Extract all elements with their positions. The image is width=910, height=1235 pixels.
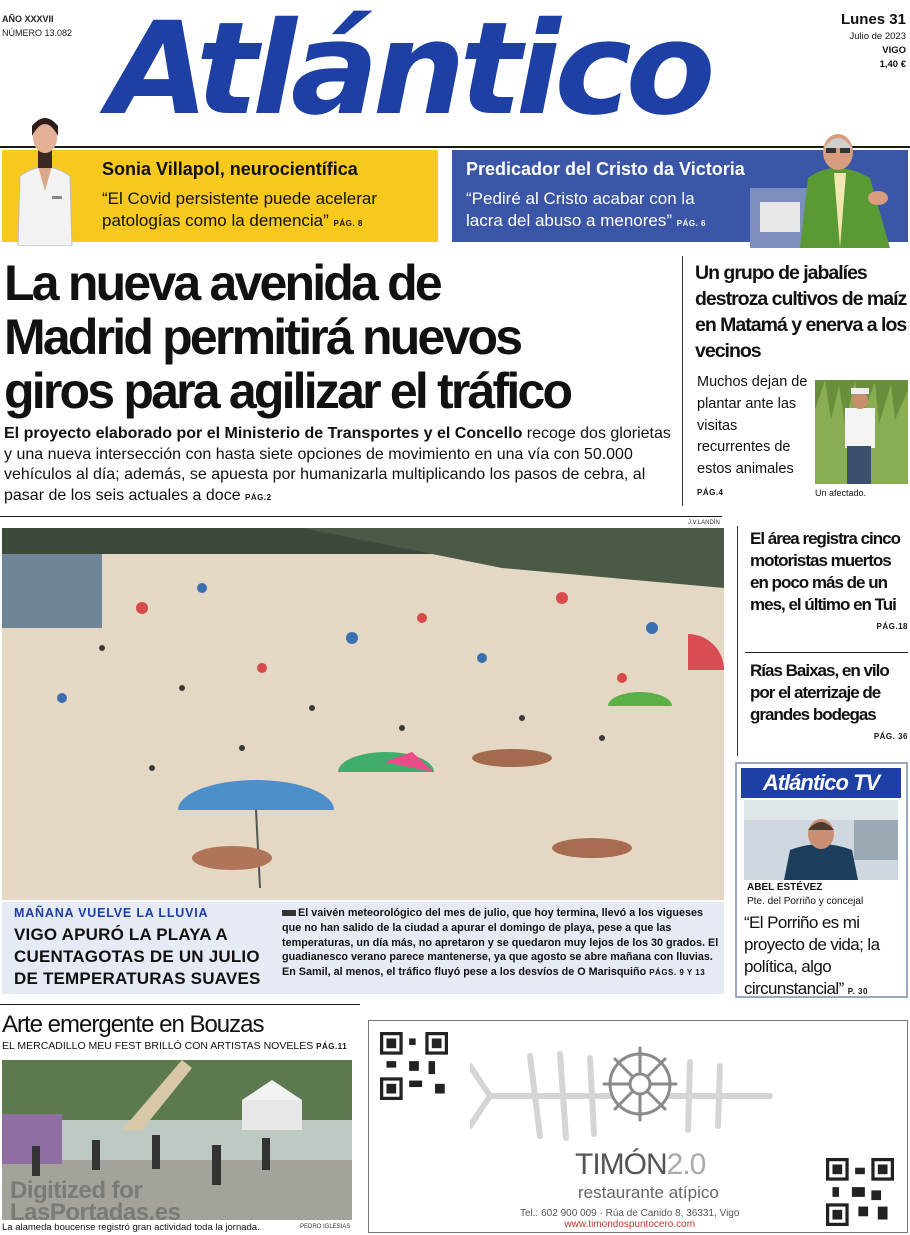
timon-brand-main: TIMÓN [575,1148,667,1181]
bullet-square [282,910,296,916]
timon-contact [520,1208,739,1230]
side-story-motoristas[interactable] [750,528,908,638]
teaser-right-title: Predicador del Cristo da Victoria [466,159,745,179]
boar-caption: Un afectado. [815,488,867,498]
newspaper-logo[interactable]: Atlántico [108,0,710,144]
teaser-right-page: PÁG. 6 [676,219,706,228]
timon-web-link[interactable]: www.timondospuntocero.com [564,1219,696,1230]
beach-kicker: MAÑANA VUELVE LA LLUVIA [14,906,209,920]
tv-person-name: ABEL ESTÉVEZ [747,882,823,893]
beach-headline[interactable] [14,924,261,990]
edition-price: 1,40 € [879,59,906,70]
main-deck-bold: El proyecto elaborado por el Ministerio de Transportes y el Concello [4,425,523,442]
tv-page: P. 30 [847,987,868,996]
side-story-2-page: PÁG. 36 [873,732,908,741]
priest-photo [750,118,910,248]
beach-body [282,906,720,981]
beach-pages: PÁGS. 9 Y 13 [649,968,706,978]
beach-headline-line2: CUENTAGOTAS DE UN JULIO [14,947,260,966]
tv-quote-text: “El Porriño es mi proyecto de vida; la política, algo circunstancial” [744,913,880,998]
digitized-watermark [10,1177,181,1226]
qr-code-icon [826,1158,894,1226]
right-column-divider [737,526,738,756]
teaser-right-quote2: lacra del abuso a menores” [466,211,673,230]
edition-info [2,12,72,40]
tv-quote [744,912,904,1003]
watermark-line2: LasPortadas.es [10,1199,181,1226]
side-rule [745,652,908,653]
bouzas-headline[interactable]: Arte emergente en Bouzas [2,1011,264,1038]
main-page: PÁG.2 [245,492,272,502]
bouzas-rule [0,1004,360,1005]
main-headline[interactable] [4,256,674,418]
timon-contact-text: Tel.: 602 900 009 · Rúa de Canido 8, 36331, Vigo [520,1208,740,1219]
beach-body-text: El vaivén meteorológico del mes de julio, que hoy termina, llevó a los vigueses que no han salido de la ciudad a apurar el domingo de playa, pese a que las temperaturas, un día más, no apretaron y se quedaron muy lejos de los 30 grados. El guadianesco verano parece mantenerse, ya que agosto se abre mañana con lluvias. En Samil, al menos, el tráfico fluyó pese a los desvíos de O Marisquiño [282,907,719,979]
bouzas-subtitle [2,1040,347,1052]
side-story-1-page: PÁG.18 [876,622,908,631]
boar-headline[interactable]: Un grupo de jabalíes destroza cultivos de maíz en Matamá y enerva a los vecinos [695,262,907,362]
fish-skeleton-logo [470,1036,780,1146]
bouzas-subtitle-text: EL MERCADILLO MEU FEST BRILLÓ CON ARTISTAS NOVELES [2,1040,314,1052]
main-headline-line3: giros para agilizar el tráfico [4,363,571,419]
beach-photo [2,528,724,900]
edition-day: Lunes 31 [840,11,906,28]
teaser-left-page: PÁG. 8 [333,219,363,228]
boar-page: PÁG.4 [697,487,724,497]
boar-body: Muchos dejan de plantar ante las visitas recurrentes de estos animales [697,374,808,478]
teaser-left-quote2: patologías como la demencia” [102,211,329,230]
timon-brand-version: 2.0 [666,1148,706,1181]
boar-text [697,372,809,504]
timon-tagline: restaurante atípico [578,1183,719,1202]
teaser-right-quote1: “Pediré al Cristo acabar con la [466,189,695,208]
edition-number: NÚMERO 13.082 [2,28,73,38]
bouzas-credit: PEDRO IGLESIAS [300,1224,351,1230]
bouzas-caption: La alameda boucense registró gran actividad toda la jornada. [2,1222,260,1233]
timon-brand [575,1148,705,1182]
edition-city: VIGO [882,45,906,56]
edition-date: Julio de 2023 [849,31,906,42]
villapol-portrait [8,106,82,246]
tv-person-role: Pte. del Porriño y concejal [747,896,864,907]
tv-photo [744,800,898,880]
side-story-bodegas[interactable] [750,660,908,748]
qr-code-icon [380,1032,448,1100]
watermark-line1: Digitized for [10,1177,143,1204]
column-divider [682,256,683,506]
edition-year: AÑO XXXVII [2,14,54,24]
teaser-left-quote1: “El Covid persistente puede acelerar [102,189,377,208]
beach-credit: J.V.LANDÍN [688,520,720,526]
main-deck [4,424,674,508]
tv-title: Atlántico TV [741,768,901,798]
teaser-left-title: Sonia Villapol, neurocientífica [102,159,358,179]
side-story-2-headline: Rías Baixas, en vilo por el aterrizaje de grandes bodegas [750,661,889,724]
main-deck-text: recoge dos glorietas y una nueva intersección con hasta siete opciones de movimiento en una vía con 50.000 vehículos al día; además, se apuesta por humanizarla multiplicando los pasos de cebra, al pasar de los seis actuales a doce [4,425,671,504]
date-info [841,10,906,72]
bouzas-page: PÁG.11 [316,1042,348,1051]
main-headline-line1: La nueva avenida de [4,255,440,311]
beach-headline-line3: DE TEMPERATURAS SUAVES [14,969,261,988]
boar-photo [815,380,908,484]
main-headline-line2: Madrid permitirá nuevos [4,309,521,365]
beach-headline-line1: VIGO APURÓ LA PLAYA A [14,925,228,944]
side-story-1-headline: El área registra cinco motoristas muertos en poco más de un mes, el último en Tui [750,529,900,614]
section-rule [0,516,722,517]
beach-caption-box [2,902,724,994]
